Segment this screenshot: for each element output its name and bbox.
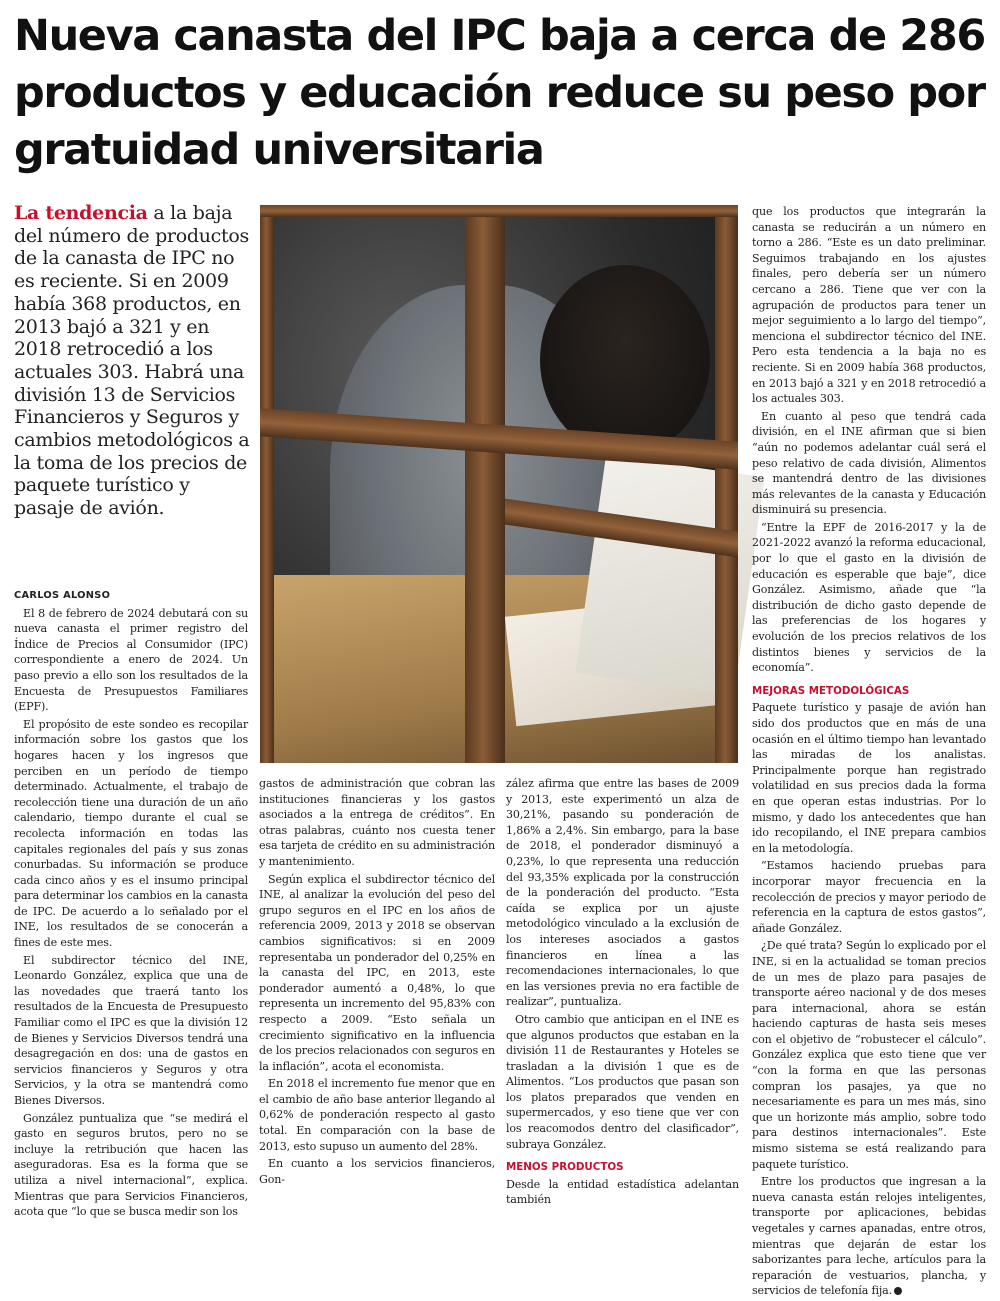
paragraph: Según explica el subdirector técnico del INE, al analizar la evolución del peso del grupo seguros en el IPC en los años de referencia 2009, 2013 y 2018 se observan cambios significativos: si en 2009 representaba un ponderador del 0,25% en la canasta del IPC, en 2013, este ponderador aumentó a 0,48%, lo que representa un incremento del 95,83% con respecto a 2009. “Esto señala un crecimiento significativo en la influencia de los precios relacionados con seguros en la inflación”, acota el economista.	[259, 872, 495, 1073]
paragraph: En cuanto al peso que tendrá cada división, en el INE afirman que si bien “aún no podemos adelantar cuál será el peso relativo de cada división, Alimentos se mantendrá dentro de las divisiones más relevantes de la canasta y Educación disminuirá su presencia.	[752, 409, 986, 517]
paragraph: Otro cambio que anticipan en el INE es que algunos productos que estaban en la división 11 de Restaurantes y Hoteles se trasladan a la división 1 que es de Alimentos. “Los productos que pasan son los platos preparados que venden en supermercados, y eso tiene que ver con los reacomodos dentro del clasificador”, subraya González.	[506, 1012, 739, 1151]
lede-text: a la baja del número de productos de la canasta de IPC no es reciente. Si en 2009 había 368 productos, en 2013 bajó a 321 y en 2018 retrocedió a los actuales 303. Habrá una división 13 de Servicios Financieros y Seguros y cambios metodológicos a la toma de los precios de paquete turístico y pasaje de avión.	[14, 202, 250, 520]
paragraph: El subdirector técnico del INE, Leonardo González, explica que una de las novedades que traerá tanto los resultados de la Encuesta de Presupuesto Familiar como el IPC es que la división 12 de Bienes y Servicios Diversos tendrá una desagregación en dos: una de gastos en servicios financieros y Seguros y otra Servicios, y la otra se mantendrá como Bienes Diversos.	[14, 953, 248, 1107]
paragraph: Desde la entidad estadística adelantan también	[506, 1177, 739, 1207]
headline: Nueva canasta del IPC baja a cerca de 286 productos y educación reduce su peso por gratuidad universitaria	[14, 11, 985, 175]
paragraph: zález afirma que entre las bases de 2009 y 2013, este experimentó un alza de 30,21%, pasando su ponderación de 1,86% a 2,4%. Sin embargo, para la base de 2018, el ponderador disminuyó a 0,23%, lo que representa una reducción del 93,35% explicada por la construcción de la ponderación del producto. “Esta caída se explica por un ajuste metodológico vinculado a la exclusión de los intereses asociados a gastos financieros en línea a las recomendaciones internacionales, lo que en las versiones previa no era factible de realizar”, puntualiza.	[506, 777, 739, 1009]
lede-accent: La tendencia	[14, 202, 148, 224]
subheading-menos-productos: MENOS PRODUCTOS	[506, 1161, 624, 1174]
paragraph: En 2018 el incremento fue menor que en el cambio de año base anterior llegando al 0,62% de ponderación respecto al gasto total. En comparación con la base de 2013, esto supuso un aumento del 28%.	[259, 1077, 495, 1153]
subheading-mejoras-metodologicas: MEJORAS METODOLÓGICAS	[752, 684, 910, 697]
column-4	[752, 204, 986, 1301]
paragraph: En cuanto a los servicios financieros, Gon-	[259, 1157, 495, 1186]
final-paragraph-text: Entre los productos que ingresan a la nueva canasta están relojes inteligentes, transporte por aplicaciones, bebidas vegetales y carnes apanadas, entre otros, mientras que dejarán de estar los saborizantes para leche, artículos para la reparación de vestuarios, plancha, y servicios de telefonía fija.	[752, 1175, 986, 1298]
paragraph: ¿De qué trata? Según lo explicado por el INE, si en la actualidad se toman precios de un mes de plazo para pasajes de transporte aéreo nacional y de dos meses para internacional, ahora se están haciendo capturas de hasta seis meses con el objetivo de “robustecer el cálculo”. González explica que esto tiene que ver “con la forma en que las personas compran los pasajes, ya que no necesariamente es para un mes más, sino que un horizonte más amplio, sobre todo para destinos internacionales”. Este mismo sistema se está realizando para paquete turístico.	[752, 939, 986, 1171]
paragraph: González puntualiza que “se medirá el gasto en seguros brutos, pero no se incluye la retribución que hacen las aseguradoras. Esa es la forma que se utiliza a nivel internacional”, explica. Mientras que para Servicios Financieros, acota que “lo que se busca medir son los	[14, 1111, 248, 1219]
article-photo	[260, 205, 738, 763]
column-1	[14, 588, 248, 1222]
paragraph: gastos de administración que cobran las instituciones financieras y los gastos asociados a la entrega de créditos”. En otras palabras, cuánto nos cuesta tener esa tarjeta de crédito en su administración y mantenimiento.	[259, 777, 495, 868]
end-mark-icon	[894, 1287, 902, 1295]
paragraph	[752, 1174, 986, 1299]
paragraph: Paquete turístico y pasaje de avión han sido dos productos que en más de una ocasión en el último tiempo han levantado las miradas de los analistas. Principalmente porque han registrado volatilidad en sus precios dada la forma en que operan estas industrias. Por lo mismo, y dado los antecedentes que han ido recopilando, el INE prepara cambios en la metodología.	[752, 701, 986, 855]
byline: CARLOS ALONSO	[14, 590, 111, 601]
paragraph: “Estamos haciendo pruebas para incorporar mayor frecuencia en la recolección de precios y mayor periodo de referencia en la captura de estos gastos”, añade González.	[752, 859, 986, 935]
lede-paragraph	[14, 202, 250, 520]
paragraph: “Entre la EPF de 2016-2017 y la de 2021-2022 avanzó la reforma educacional, por lo que el gasto en la división de educación es esperable que baje”, dice González. Asimismo, añade que “la distribución de dicho gasto depende de las preferencias de los hogares y evolución de los precios relativos de los distintos bienes y servicios de la economía”.	[752, 520, 986, 675]
column-2	[259, 776, 495, 1189]
paragraph: El 8 de febrero de 2024 debutará con su nueva canasta el primer registro del Índice de Precios al Consumidor (IPC) correspondiente a enero de 2024. Un paso previo a ello son los resultados de la Encuesta de Presupuestos Familiares (EPF).	[14, 606, 248, 714]
paragraph: que los productos que integrarán la canasta se reducirán a un número en torno a 286. “Este es un dato preliminar. Seguimos trabajando en los ajustes finales, pero debería ser un número cercano a 286. Tiene que ver con la agrupación de productos para tener un mejor seguimiento a lo largo del tiempo”, menciona el subdirector técnico del INE. Pero esta tendencia a la baja no es reciente. Si en 2009 había 368 productos, en 2013 bajó a 321 y en 2018 retrocedió a los actuales 303.	[752, 205, 986, 406]
paragraph: El propósito de este sondeo es recopilar información sobre los gastos que los hogares hacen y los ingresos que perciben en un período de tiempo determinado. Actualmente, el trabajo de recolección tiene una duración de un año calendario, tiempo durante el cual se recolecta información en todas las capitales regionales del país y sus zonas conurbadas. Su información se produce cada cinco años y es el insumo principal para determinar los cambios en la canasta de IPC. De acuerdo a lo señalado por el INE, los resultados de se conocerán a fines de este mes.	[14, 717, 248, 950]
column-3	[506, 776, 739, 1210]
